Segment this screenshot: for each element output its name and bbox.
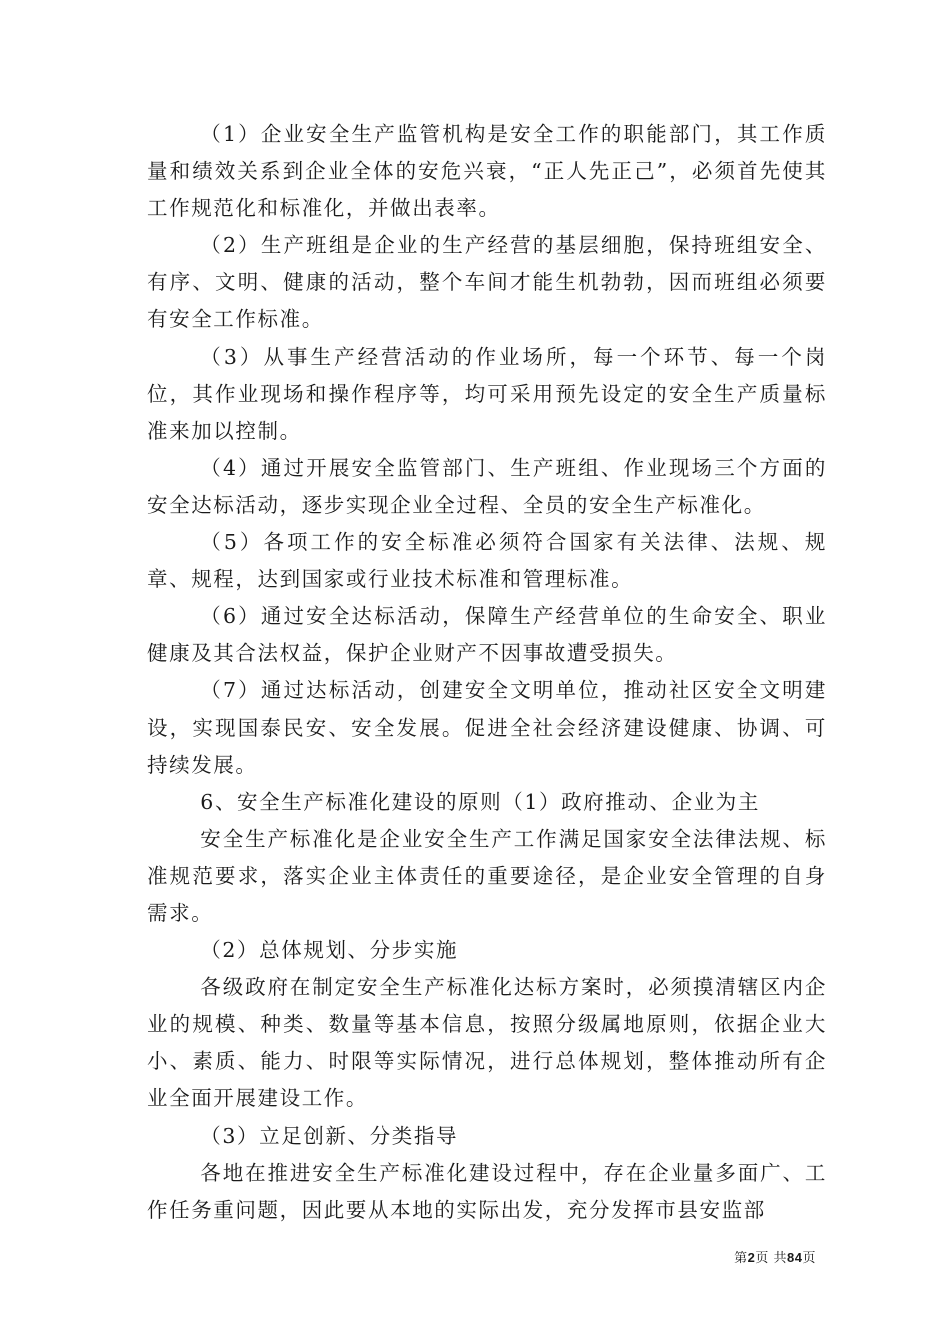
paragraph-principle-3: 各地在推进安全生产标准化建设过程中，存在企业量多面广、工作任务重问题，因此要从本地的实际出发，充分发挥市县安监部	[147, 1160, 827, 1222]
subheading-3: （3）立足创新、分类指导	[200, 1123, 459, 1148]
page-footer	[734, 1247, 816, 1266]
footer-prefix: 第	[734, 1251, 748, 1266]
footer-middle: 页 共	[755, 1251, 788, 1266]
total-pages-number: 84	[787, 1250, 803, 1265]
paragraph-5: （5）各项工作的安全标准必须符合国家有关法律、法规、规章、规程，达到国家或行业技术标准和管理标准。	[147, 530, 827, 592]
paragraph-6: （6）通过安全达标活动，保障生产经营单位的生命安全、职业健康及其合法权益，保护企业财产不因事故遭受损失。	[147, 604, 827, 666]
subheading-2: （2）总体规划、分步实施	[200, 938, 459, 963]
paragraph-2: （2）生产班组是企业的生产经营的基层细胞，保持班组安全、有序、文明、健康的活动，整个车间才能生机勃勃，因而班组必须要有安全工作标准。	[147, 233, 827, 332]
section-heading-6: 6、安全生产标准化建设的原则（1）政府推动、企业为主	[200, 789, 760, 814]
paragraph-7: （7）通过达标活动，创建安全文明单位，推动社区安全文明建设，实现国泰民安、安全发展。促进全社会经济建设健康、协调、可持续发展。	[147, 678, 827, 777]
paragraph-principle-1: 安全生产标准化是企业安全生产工作满足国家安全法律法规、标准规范要求，落实企业主体责任的重要途径，是企业安全管理的自身需求。	[147, 826, 827, 925]
paragraph-principle-2: 各级政府在制定安全生产标准化达标方案时，必须摸清辖区内企业的规模、种类、数量等基本信息，按照分级属地原则，依据企业大小、素质、能力、时限等实际情况，进行总体规划，整体推动所有企业全面开展建设工作。	[147, 975, 827, 1111]
paragraph-1: （1）企业安全生产监管机构是安全工作的职能部门，其工作质量和绩效关系到企业全体的安危兴衰，“正人先正己”，必须首先使其工作规范化和标准化，并做出表率。	[147, 122, 827, 221]
footer-suffix: 页	[802, 1251, 816, 1266]
paragraph-4: （4）通过开展安全监管部门、生产班组、作业现场三个方面的安全达标活动，逐步实现企业全过程、全员的安全生产标准化。	[147, 455, 827, 517]
current-page-number: 2	[747, 1250, 756, 1265]
body-text	[147, 116, 827, 1229]
paragraph-3: （3）从事生产经营活动的作业场所，每一个环节、每一个岗位，其作业现场和操作程序等，均可采用预先设定的安全生产质量标准来加以控制。	[147, 344, 827, 443]
